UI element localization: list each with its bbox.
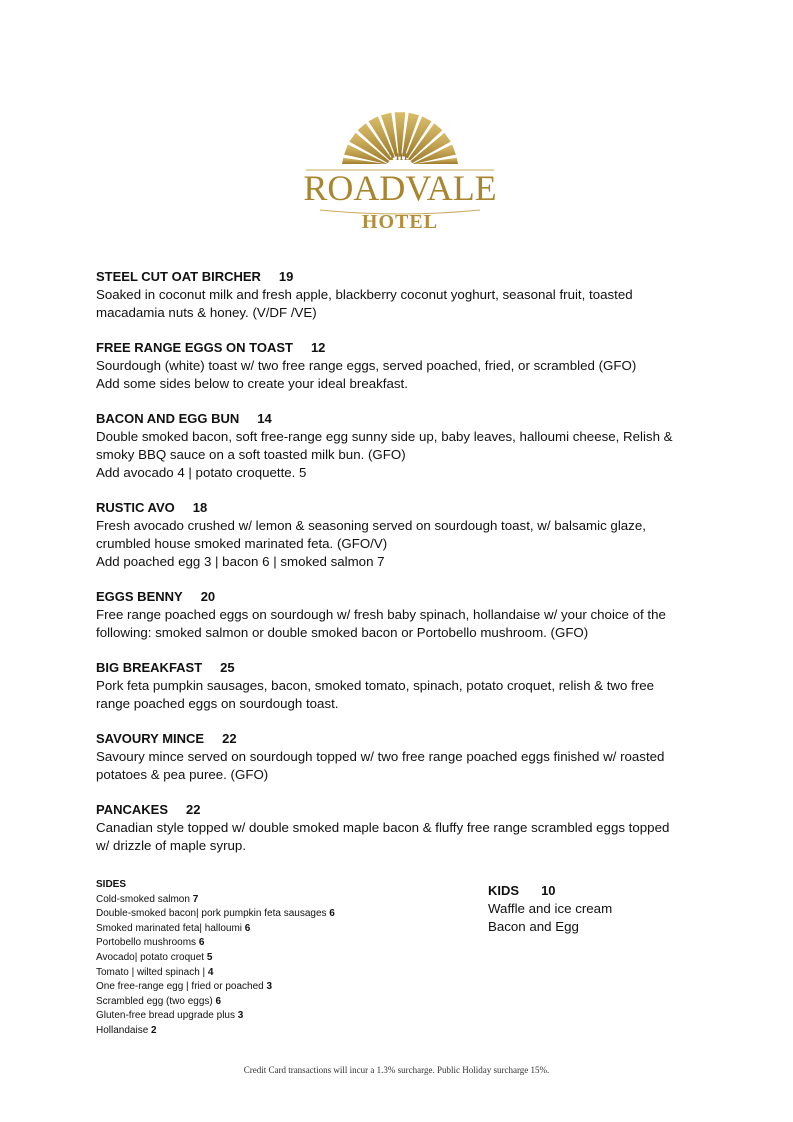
side-item-price: 3	[266, 981, 273, 993]
menu-item-description: Canadian style topped w/ double smoked maple bacon & fluffy free range scrambled eggs topped	[96, 820, 670, 835]
kids-heading	[488, 882, 718, 900]
side-item-price: 5	[206, 951, 213, 963]
menu-item-heading	[96, 339, 696, 357]
side-item-name: Cold-smoked salmon	[96, 893, 193, 905]
sides-list	[96, 893, 436, 1039]
menu-item-price: 12	[310, 340, 326, 355]
menu-item-heading	[96, 588, 696, 606]
sides-title: SIDES	[96, 879, 127, 890]
kids-item: Bacon and Egg	[488, 919, 579, 934]
side-item	[96, 922, 436, 937]
menu-item-description: Add poached egg 3 | bacon 6 | smoked salmon 7	[96, 554, 385, 569]
menu-item-name: FREE RANGE EGGS ON TOAST	[96, 340, 293, 355]
menu-item-price: 22	[222, 731, 237, 746]
menu-item-description: crumbled house smoked marinated feta. (GFO/V)	[96, 536, 388, 551]
menu-item	[96, 268, 696, 322]
menu-item-description: following: smoked salmon or double smoked bacon or Portobello mushroom. (GFO)	[96, 625, 589, 640]
side-item	[96, 907, 436, 922]
menu-item-heading	[96, 499, 696, 517]
kids-price: 10	[541, 883, 556, 898]
menu-item-name: BACON AND EGG BUN	[96, 411, 240, 426]
side-item-name: Portobello mushrooms	[96, 937, 199, 949]
menu-item-description: Add avocado 4 | potato croquette. 5	[96, 465, 307, 480]
menu-item-heading	[96, 730, 696, 748]
side-item	[96, 1009, 436, 1024]
menu-item-description: w/ drizzle of maple syrup.	[96, 838, 247, 853]
menu-item-description: smoky BBQ sauce on a soft toasted milk bun. (GFO)	[96, 447, 406, 462]
menu-item-price: 22	[186, 802, 201, 817]
side-item-price: 3	[237, 1010, 244, 1022]
side-item-price: 2	[151, 1024, 157, 1036]
menu-item-price: 18	[192, 500, 208, 515]
kids-list	[488, 900, 718, 936]
side-item	[96, 995, 436, 1010]
side-item-name: Smoked marinated feta| halloumi	[96, 922, 245, 934]
menu-item-description: Double smoked bacon, soft free-range egg sunny side up, baby leaves, halloumi cheese, Relish &	[96, 429, 673, 444]
side-item	[96, 1024, 436, 1039]
logo-wordmark: ROADVALE	[303, 168, 497, 208]
kids-title: KIDS	[488, 883, 520, 898]
menu-item-description: potatoes & pea puree. (GFO)	[96, 767, 269, 782]
menu-item-name: BIG BREAKFAST	[96, 660, 203, 675]
side-item	[96, 980, 436, 995]
menu-item-description: Add some sides below to create your ideal breakfast.	[96, 376, 408, 391]
logo-the: THE	[388, 152, 411, 162]
side-item-name: Tomato | wilted spinach |	[96, 966, 208, 978]
side-item-price: 6	[198, 937, 205, 949]
menu-item	[96, 499, 696, 571]
side-item-name: Gluten-free bread upgrade plus	[96, 1010, 238, 1022]
sides-section	[96, 878, 436, 1039]
side-item	[96, 966, 436, 981]
side-item-name: Avocado| potato croquet	[96, 951, 207, 963]
menu-item-description: macadamia nuts & honey. (V/DF /VE)	[96, 305, 317, 320]
menu-item-description: Free range poached eggs on sourdough w/ fresh baby spinach, hollandaise w/ your choice of the	[96, 607, 666, 622]
breakfast-menu	[96, 268, 696, 872]
menu-item-price: 20	[200, 589, 216, 604]
side-item-name: Hollandaise	[96, 1024, 152, 1036]
menu-item-description: Soaked in coconut milk and fresh apple, blackberry coconut yoghurt, seasonal fruit, toasted	[96, 287, 633, 302]
logo-hotel: HOTEL	[361, 211, 439, 233]
menu-item-description: Fresh avocado crushed w/ lemon & seasoning served on sourdough toast, w/ balsamic glaze,	[96, 518, 646, 533]
side-item-name: One free-range egg | fried or poached	[96, 981, 267, 993]
menu-item-heading	[96, 268, 696, 286]
menu-item-name: RUSTIC AVO	[96, 500, 175, 515]
menu-item-description: Pork feta pumpkin sausages, bacon, smoked tomato, spinach, potato croquet, relish & two free	[96, 678, 655, 693]
kids-item: Waffle and ice cream	[488, 901, 613, 916]
menu-item	[96, 730, 696, 784]
menu-item-name: PANCAKES	[96, 802, 168, 817]
hotel-logo	[300, 112, 500, 242]
menu-item	[96, 588, 696, 642]
menu-item	[96, 659, 696, 713]
menu-item-heading	[96, 801, 696, 819]
menu-item-heading	[96, 410, 696, 428]
menu-item-name: STEEL CUT OAT BIRCHER	[96, 269, 261, 284]
side-item-price: 7	[192, 893, 199, 905]
menu-item-name: EGGS BENNY	[96, 589, 183, 604]
menu-item-description: Sourdough (white) toast w/ two free range eggs, served poached, fried, or scrambled (GFO)	[96, 358, 637, 373]
menu-item	[96, 339, 696, 393]
side-item-price: 4	[207, 966, 214, 978]
menu-item	[96, 801, 696, 855]
side-item-price: 6	[244, 922, 251, 934]
surcharge-footer: Credit Card transactions will incur a 1.3% surcharge. Public Holiday surcharge 15%.	[243, 1065, 550, 1075]
side-item-price: 6	[215, 995, 222, 1007]
kids-section	[488, 882, 718, 936]
side-item	[96, 951, 436, 966]
side-item-price: 6	[329, 908, 335, 920]
menu-item-description: Savoury mince served on sourdough topped w/ two free range poached eggs finished w/ roasted	[96, 749, 665, 764]
menu-item	[96, 410, 696, 482]
side-item	[96, 893, 436, 908]
menu-item-price: 14	[257, 411, 272, 426]
side-item-name: Double-smoked bacon| pork pumpkin feta sausages	[96, 908, 330, 920]
menu-item-description: range poached eggs on sourdough toast.	[96, 696, 339, 711]
side-item-name: Scrambled egg (two eggs)	[96, 995, 216, 1007]
menu-item-name: SAVOURY MINCE	[96, 731, 205, 746]
menu-item-heading	[96, 659, 696, 677]
menu-item-price: 25	[220, 660, 235, 675]
side-item	[96, 936, 436, 951]
menu-item-price: 19	[278, 269, 294, 284]
